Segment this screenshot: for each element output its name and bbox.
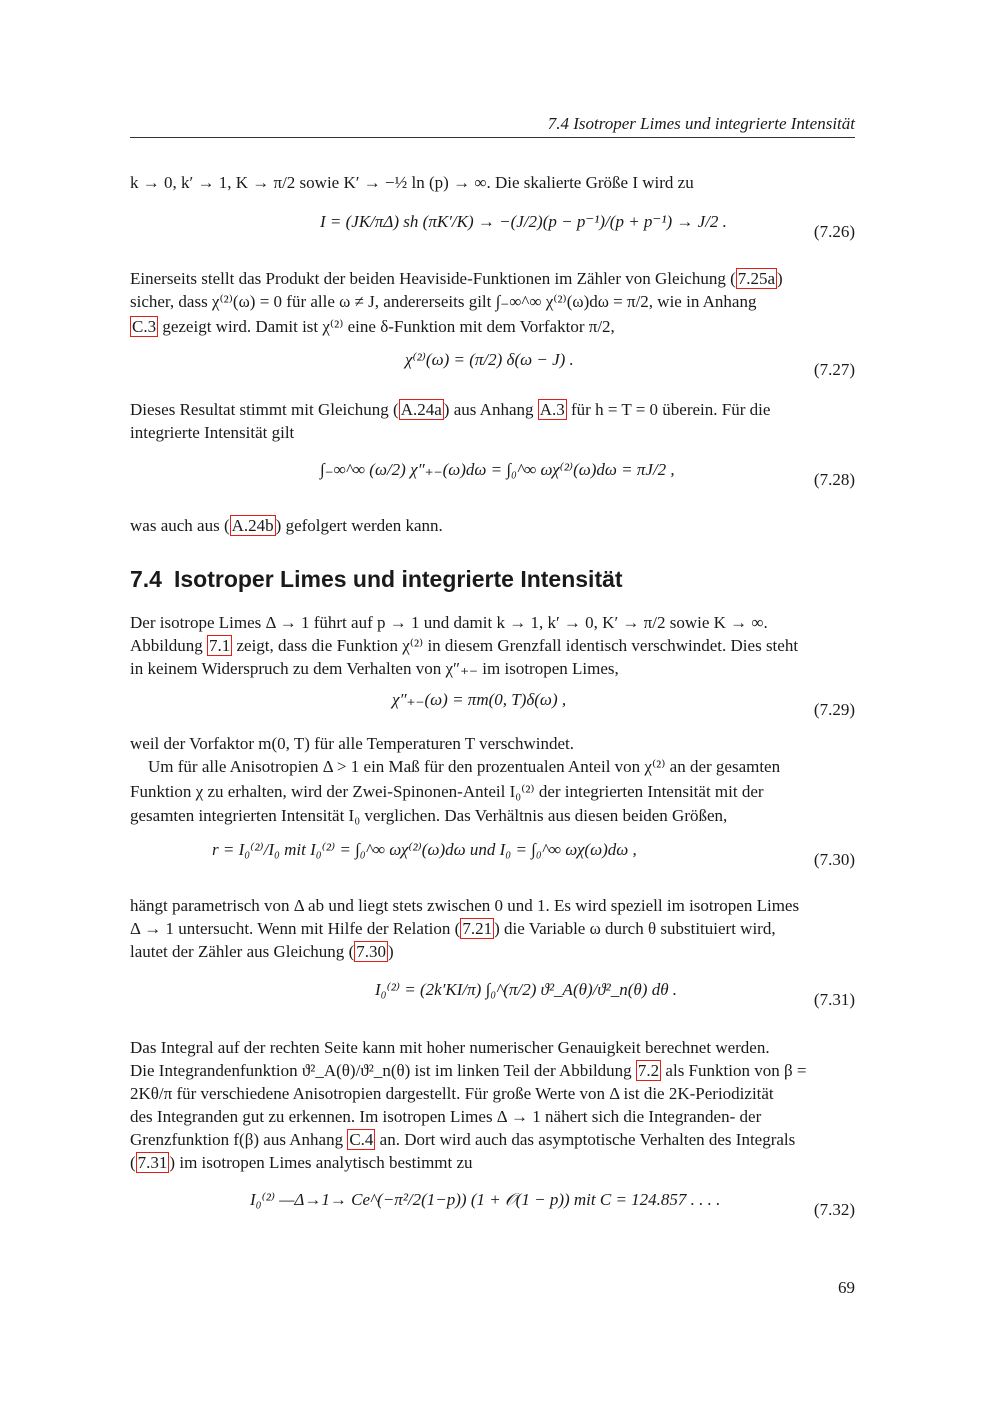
equation-7-26 [130, 212, 855, 252]
paragraph-line: Grenzfunktion f(β) aus Anhang C.4 an. Dort wird auch das asymptotische Verhalten des Integrals [130, 1130, 796, 1149]
equation-number: (7.28) [813, 470, 855, 489]
equation-7-30 [130, 840, 855, 880]
ref-link[interactable]: C.4 [349, 1130, 374, 1149]
paragraph-line: 2Kθ/π für verschiedene Anisotropien dargestellt. Für große Werte von Δ ist die 2K-Periodizität [130, 1084, 774, 1103]
equation-7-32 [130, 1190, 855, 1230]
equation-number: (7.32) [813, 1200, 855, 1219]
ref-link[interactable]: 7.2 [637, 1061, 660, 1080]
paragraph-line: lautet der Zähler aus Gleichung ( 7.30 ) [130, 942, 394, 961]
paragraph-line: k → 0, k′ → 1, K → π/2 sowie K′ → −½ ln (p) → ∞. Die skalierte Größe I wird zu [130, 173, 694, 192]
equation-number: (7.29) [813, 700, 855, 719]
equation-number: (7.31) [813, 990, 855, 1009]
paragraph-line: des Integranden gut zu erkennen. Im isotropen Limes Δ → 1 nähert sich die Integranden- der [130, 1107, 762, 1126]
paragraph-line: sicher, dass χ⁽²⁾(ω) = 0 für alle ω ≠ J, andererseits gilt ∫₋∞^∞ χ⁽²⁾(ω)dω = π/2, wie in Anhang [130, 292, 757, 311]
header-rule [130, 137, 855, 138]
paragraph-line: gesamten integrierten Intensität I₀ verglichen. Das Verhältnis aus diesen beiden Größen, [130, 806, 728, 825]
paragraph-line: Dieses Resultat stimmt mit Gleichung ( A.24a ) aus Anhang A.3 für h = T = 0 überein. Für die [130, 400, 771, 419]
equation-7-31 [130, 980, 855, 1020]
equation-body: I₀⁽²⁾ —Δ→1→ Ce^(−π²/2(1−p)) (1 + 𝒪(1 − p)) mit C = 124.857 . . . . [250, 1190, 721, 1209]
ref-link[interactable]: 7.30 [356, 942, 386, 961]
paragraph-line: Der isotrope Limes Δ → 1 führt auf p → 1 und damit k → 1, k′ → 0, K′ → π/2 sowie K → ∞. [130, 613, 768, 632]
paragraph-line: in keinem Widerspruch zu dem Verhalten von χ″₊₋ im isotropen Limes, [130, 659, 619, 678]
paragraph-line: Um für alle Anisotropien Δ > 1 ein Maß für den prozentualen Anteil von χ⁽²⁾ an der gesamten [148, 757, 781, 776]
paragraph-line: integrierte Intensität gilt [130, 423, 295, 442]
paragraph-line: hängt parametrisch von Δ ab und liegt stets zwischen 0 und 1. Es wird speziell im isotropen Limes [130, 896, 800, 915]
equation-7-27 [130, 350, 855, 390]
paragraph-line: Einerseits stellt das Produkt der beiden Heaviside-Funktionen im Zähler von Gleichung ( 7.25a ) [130, 269, 783, 288]
ref-link[interactable]: 7.25a [737, 269, 776, 288]
paragraph-line: Die Integrandenfunktion ϑ²_A(θ)/ϑ²_n(θ) ist im linken Teil der Abbildung 7.2 als Funktion von β = [130, 1061, 807, 1080]
equation-body: χ″₊₋(ω) = πm(0, T)δ(ω) , [392, 690, 567, 709]
ref-link[interactable]: A.24b [231, 516, 274, 535]
equation-number: (7.30) [813, 850, 855, 869]
equation-body: r = I₀⁽²⁾/I₀ mit I₀⁽²⁾ = ∫₀^∞ ωχ⁽²⁾(ω)dω und I₀ = ∫₀^∞ ωχ(ω)dω , [212, 840, 637, 859]
ref-link[interactable]: A.3 [539, 400, 565, 419]
section-heading [130, 566, 623, 593]
ref-link[interactable]: 7.31 [137, 1153, 168, 1172]
paragraph-line: ( 7.31 ) im isotropen Limes analytisch bestimmt zu [130, 1153, 473, 1172]
paragraph-line: was auch aus ( A.24b ) gefolgert werden kann. [130, 516, 443, 535]
equation-number: (7.26) [813, 222, 855, 241]
section-number: 7.4 [130, 566, 162, 592]
paragraph-line: Abbildung 7.1 zeigt, dass die Funktion χ⁽²⁾ in diesem Grenzfall identisch verschwindet. Dies steht [130, 636, 799, 655]
paragraph-line: Funktion χ zu erhalten, wird der Zwei-Spinonen-Anteil I₀⁽²⁾ der integrierten Intensität mit der [130, 782, 764, 801]
section-title: Isotroper Limes und integrierte Intensität [173, 566, 623, 592]
paragraph-line: Das Integral auf der rechten Seite kann mit hoher numerischer Genauigkeit berechnet werden. [130, 1038, 770, 1057]
ref-link[interactable]: A.24a [400, 400, 442, 419]
ref-link[interactable]: 7.21 [462, 919, 493, 938]
page-number: 69 [838, 1278, 855, 1297]
equation-number: (7.27) [813, 360, 855, 379]
equation-body: χ⁽²⁾(ω) = (π/2) δ(ω − J) . [405, 350, 574, 369]
equation-7-29 [130, 690, 855, 730]
equation-body: I = (JK/πΔ) sh (πK′/K) → −(J/2)(p − p⁻¹)/(p + p⁻¹) → J/2 . [320, 212, 727, 231]
paragraph-line: Δ → 1 untersucht. Wenn mit Hilfe der Relation ( 7.21 ) die Variable ω durch θ substituiert wird, [130, 919, 776, 938]
paragraph-line: C.3 gezeigt wird. Damit ist χ⁽²⁾ eine δ-Funktion mit dem Vorfaktor π/2, [132, 317, 615, 336]
equation-body: I₀⁽²⁾ = (2k′KI/π) ∫₀^(π/2) ϑ²_A(θ)/ϑ²_n(θ) dθ . [375, 980, 678, 999]
ref-link[interactable]: C.3 [132, 317, 157, 336]
paragraph-line: weil der Vorfaktor m(0, T) für alle Temperaturen T verschwindet. [130, 734, 574, 753]
running-header: 7.4 Isotroper Limes und integrierte Intensität [547, 114, 855, 133]
equation-7-28 [130, 460, 855, 500]
ref-link[interactable]: 7.1 [208, 636, 231, 655]
equation-body: ∫₋∞^∞ (ω/2) χ″₊₋(ω)dω = ∫₀^∞ ωχ⁽²⁾(ω)dω = πJ/2 , [320, 460, 675, 479]
